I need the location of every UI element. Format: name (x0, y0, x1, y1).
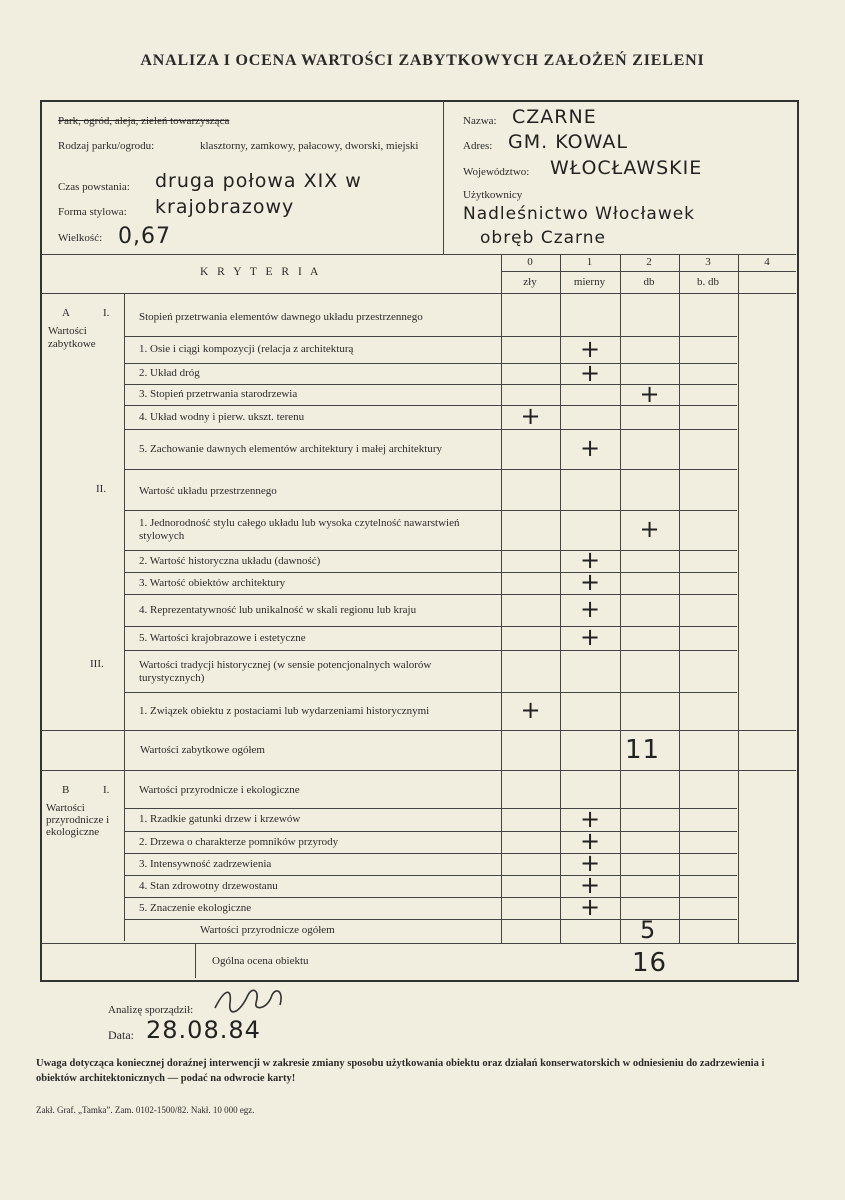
criterion-label: 4. Stan zdrowotny drzewostanu (139, 879, 278, 892)
score-mark: + (579, 334, 601, 363)
criterion-label: 3. Stopień przetrwania starodrzewia (139, 388, 298, 400)
form-title: ANALIZA I OCENA WARTOŚCI ZABYTKOWYCH ZAŁOŻEŃ ZIELENI (140, 52, 705, 69)
name-label: Nazwa: (463, 115, 497, 127)
criterion-label: 4. Układ wodny i pierw. ukszt. terenu (139, 410, 305, 423)
score-mark: + (579, 595, 601, 623)
style-label: Forma stylowa: (58, 206, 127, 218)
score-mark: + (520, 696, 541, 724)
score-mark: + (520, 402, 541, 430)
criterion-label: 5. Zachowanie dawnych elementów architektury i małej architektury (139, 442, 442, 455)
date-value: 28.08.84 (146, 1016, 261, 1044)
score-name-2: db (643, 276, 655, 288)
score-mark: + (579, 434, 601, 462)
park-label: Park, ogród, aleja, zieleń towarzysząca (58, 115, 230, 127)
section-b-total-value: 5 (640, 916, 657, 944)
score-mark: + (639, 379, 660, 408)
score-2: 2 (646, 256, 652, 268)
section-b-num: I. (103, 784, 110, 796)
style-value: krajobrazowy (155, 196, 295, 218)
group-title: Stopień przetrwania elementów dawnego układu przestrzennego (139, 310, 423, 323)
section-a-num: I. (103, 307, 110, 319)
score-mark: + (579, 568, 601, 596)
overall-value: 16 (632, 948, 668, 978)
group-title: Wartości tradycji historycznej (w sensie potencjonalnych walorów turystycznych) (139, 659, 432, 684)
group-3-num: III. (90, 658, 104, 670)
address-label: Adres: (463, 140, 493, 152)
section-b-letter: B (62, 784, 70, 796)
size-value: 0,67 (118, 224, 171, 249)
type-options: klasztorny, zamkowy, pałacowy, dworski, miejski (200, 140, 419, 152)
voivodeship-label: Województwo: (463, 166, 530, 178)
criterion-label: 3. Wartość obiektów architektury (139, 576, 286, 589)
section-a-letter: A (62, 307, 70, 319)
score-1: 1 (586, 256, 593, 268)
criteria-title: K R Y T E R I A (200, 266, 322, 278)
print-info: Zakł. Graf. „Tamka”. Zam. 0102-1500/82. Nakł. 10 000 egz. (36, 1105, 255, 1115)
group-title: Wartości przyrodnicze i ekologiczne (139, 783, 300, 796)
section-a-total-value: 11 (625, 735, 661, 765)
address-value: GM. KOWAL (508, 131, 628, 153)
users-value-1: Nadleśnictwo Włocławek (463, 204, 696, 224)
intervention-note: Uwaga dotycząca koniecznej doraźnej interwencji w zakresie zmiany sposobu użytkowania obiektu oraz działań konserwatorskich w odniesieniu do zadrzewienia i obiektów architektonicznych — podać na odwrocie karty! (36, 1058, 765, 1084)
period-label: Czas powstania: (58, 181, 130, 193)
section-a-total-label: Wartości zabytkowe ogółem (140, 744, 265, 756)
criterion-label: 2. Drzewa o charakterze pomników przyrody (139, 835, 339, 848)
score-mark: + (579, 358, 601, 387)
score-mark: + (579, 623, 601, 651)
criterion-label: 1. Jednorodność stylu całego układu lub wysoka czytelność nawarstwień stylowych (139, 517, 460, 542)
criterion-label: 4. Reprezentatywność lub unikalność w skali regionu lub kraju (139, 603, 417, 616)
criterion-label: 3. Intensywność zadrzewienia (139, 857, 272, 870)
signature-image (210, 983, 290, 1017)
score-mark: + (579, 546, 601, 574)
criterion-label: 5. Wartości krajobrazowe i estetyczne (139, 631, 306, 644)
section-a-name: Wartości zabytkowe (48, 325, 96, 350)
prepared-label: Analizę sporządził: (108, 1004, 194, 1016)
section-b-total-label: Wartości przyrodnicze ogółem (200, 924, 335, 936)
criterion-label: 1. Osie i ciągi kompozycji (relacja z architekturą (139, 343, 354, 355)
section-b-name: Wartości przyrodnicze i ekologiczne (46, 802, 110, 838)
score-mark: + (579, 849, 601, 877)
score-name-3: b. db (697, 276, 719, 288)
score-mark: + (579, 827, 601, 855)
overall-label: Ogólna ocena obiektu (212, 955, 309, 967)
score-3: 3 (705, 256, 711, 268)
criterion-label: 1. Rzadkie gatunki drzew i krzewów (139, 813, 301, 825)
date-label: Data: (108, 1028, 134, 1042)
group-2-num: II. (96, 483, 107, 495)
criterion-label: 1. Związek obiektu z postaciami lub wydarzeniami historycznymi (139, 704, 430, 717)
score-mark: + (639, 515, 660, 543)
name-value: CZARNE (512, 106, 597, 128)
score-mark: + (579, 804, 601, 833)
voivodeship-value: WŁOCŁAWSKIE (550, 157, 703, 179)
score-mark: + (579, 871, 601, 899)
users-value-2: obręb Czarne (480, 228, 606, 248)
criterion-label: 2. Układ dróg (139, 367, 200, 379)
score-0: 0 (527, 256, 533, 268)
size-label: Wielkość: (58, 232, 103, 244)
users-label: Użytkownicy (463, 189, 523, 201)
type-label: Rodzaj parku/ogrodu: (58, 140, 155, 152)
score-4: 4 (764, 256, 770, 268)
criterion-label: 2. Wartość historyczna układu (dawność) (139, 554, 321, 567)
score-mark: + (579, 893, 601, 921)
period-value: druga połowa XIX w (155, 170, 362, 192)
score-name-1: mierny (573, 276, 606, 288)
criterion-label: 5. Znaczenie ekologiczne (139, 901, 252, 914)
score-name-0: zły (523, 276, 537, 288)
group-title: Wartość układu przestrzennego (139, 484, 277, 497)
